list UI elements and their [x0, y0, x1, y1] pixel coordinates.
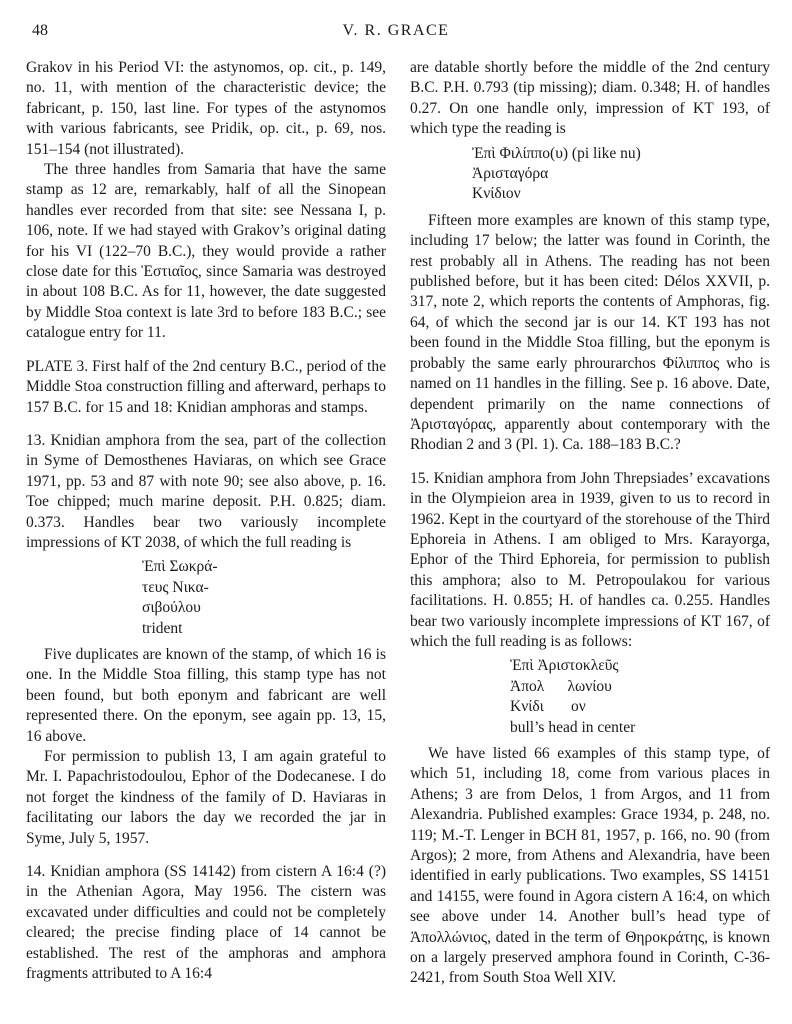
left-column	[26, 58, 386, 984]
paragraph-duplicates: Five duplicates are known of the stamp, of which 16 is one. In the Middle Stoa filling, this stamp type has not been found, but both eponym and fabricant are well represented there. On the eponym, see again pp. 13, 15, 16 above.	[26, 645, 386, 745]
stamp-reading-14	[472, 144, 770, 205]
stamp-line: Ἀπολ λωνίου	[510, 677, 612, 695]
stamp-line: σιβούλου	[142, 599, 201, 617]
catalogue-entry-14: 14. Knidian amphora (SS 14142) from cistern A 16:4 (?) in the Athenian Agora, May 1956. The cistern was excavated under difficulties and could not be completely cleared; the precise finding place of 14 cannot be established. The rest of the amphoras and amphora fragments attributed to A 16:4	[26, 863, 386, 983]
stamp-line: τευς Νικα-	[142, 578, 209, 596]
paragraph-datable: are datable shortly before the middle of the 2nd century B.C. P.H. 0.793 (tip missing); diam. 0.348; H. of handles 0.27. On one handle only, impression of KT 193, of which type the reading is	[410, 59, 770, 138]
right-column	[410, 58, 770, 989]
stamp-line: Ἐπὶ Σωκρά-	[142, 558, 218, 576]
page-number: 48	[32, 22, 48, 39]
stamp-reading-13	[142, 557, 386, 639]
stamp-reading-15	[510, 656, 770, 738]
stamp-line: Κνίδιον	[472, 185, 521, 203]
stamp-device: bull’s head in center	[510, 718, 636, 736]
paragraph-66-examples: We have listed 66 examples of this stamp type, of which 51, including 18, come from various places in Athens; 3 are from Delos, 1 from Argos, and 11 from Alexandria. Published examples: Grace 1934, p. 248, no. 119; M.-T. Lenger in BCH 81, 1957, p. 166, no. 90 (from Argos); 2 more, from Athens and Alexandria, have been identified in early publications. Two examples, SS 14151 and 14155, were found in Agora cistern A 16:4, on which see above under 14. Another bull’s head type of Ἀπολλώνιος, dated in the term of Θηροκράτης, is known on a largely preserved amphora found in Corinth, C-36-2421, from South Stoa Well XIV.	[410, 745, 770, 987]
stamp-line: Κνίδι ον	[510, 698, 586, 716]
catalogue-entry-15: 15. Knidian amphora from John Threpsiades’ excavations in the Olympieion area in 1939, given to us to record in 1962. Kept in the courtyard of the storehouse of the Third Ephoreia in Athens. I am obliged to Mrs. Karayorga, Ephor of the Third Ephoreia, for permission to publish this amphora; also to M. Petropoulakou for various facilitations. H. 0.855; H. of handles ca. 0.255. Handles bear two variously incomplete impressions of KT 167, of which the full reading is as follows:	[410, 469, 770, 650]
stamp-line: Ἐπὶ Ἀριστοκλεῦς	[510, 657, 619, 675]
paragraph-fifteen-examples: Fifteen more examples are known of this stamp type, including 17 below; the latter was found in Corinth, the rest probably all in Athens. The reading has not been published before, but it has been cited: Délos XXVII, p. 317, note 2, which reports the contents of Amphoras, fig. 64, of which the second jar is our 14. KT 193 has not been found in the Middle Stoa filling, but the eponym is probably the same early phrourarchos Φίλιππος who is named on 11 handles in the filling. See p. 16 above. Date, dependent primarily on the name connections of Ἀρισταγόρας, apparently about contemporary with the Rhodian 2 and 3 (Pl. 1). Ca. 188–183 B.C.?	[410, 211, 770, 454]
paragraph-grakov: Grakov in his Period VI: the astynomos, op. cit., p. 149, no. 11, with mention of the characteristic device; the fabricant, p. 150, last line. For types of the astynomos with various fabricants, see Pridik, op. cit., p. 69, nos. 151–154 (not illustrated).	[26, 59, 386, 158]
catalogue-entry-13: 13. Knidian amphora from the sea, part of the collection in Syme of Demosthenes Haviaras, on which see Grace 1971, pp. 53 and 87 with note 90; see also above, p. 16. Toe chipped; much marine deposit. P.H. 0.825; diam. 0.373. Handles bear two variously incomplete impressions of KT 2038, of which the full reading is	[26, 431, 386, 551]
paragraph-samaria: The three handles from Samaria that have the same stamp as 12 are, remarkably, half of all the Sinopean handles ever recorded from that site: see Nessana I, p. 106, note. If we had stayed with Grakov’s original dating for his VI (122–70 B.C.), they would provide a rather close date for this Ἑστιαῖος, since Samaria was destroyed in about 108 B.C. As for 11, however, the date suggested by Middle Stoa context is late 3rd to before 183 B.C.; see catalogue entry for 11.	[26, 161, 386, 342]
stamp-line: Ἀρισταγόρα	[472, 165, 549, 183]
paragraph-permission-13: For permission to publish 13, I am again grateful to Mr. I. Papachristodoulou, Ephor of the Dodecanese. I do not forget the kindness of the family of D. Haviaras in facilitating our labors the day we recorded the jar in Syme, July 5, 1957.	[26, 748, 386, 847]
stamp-line: Ἐπὶ Φιλίππο(υ) (pi like nu)	[472, 144, 641, 162]
running-header-author: V. R. GRACE	[342, 22, 450, 39]
plate-caption: PLATE 3. First half of the 2nd century B.C., period of the Middle Stoa construction filling and afterward, perhaps to 157 B.C. for 15 and 18: Knidian amphoras and stamps.	[26, 357, 386, 416]
stamp-device: trident	[142, 619, 183, 637]
